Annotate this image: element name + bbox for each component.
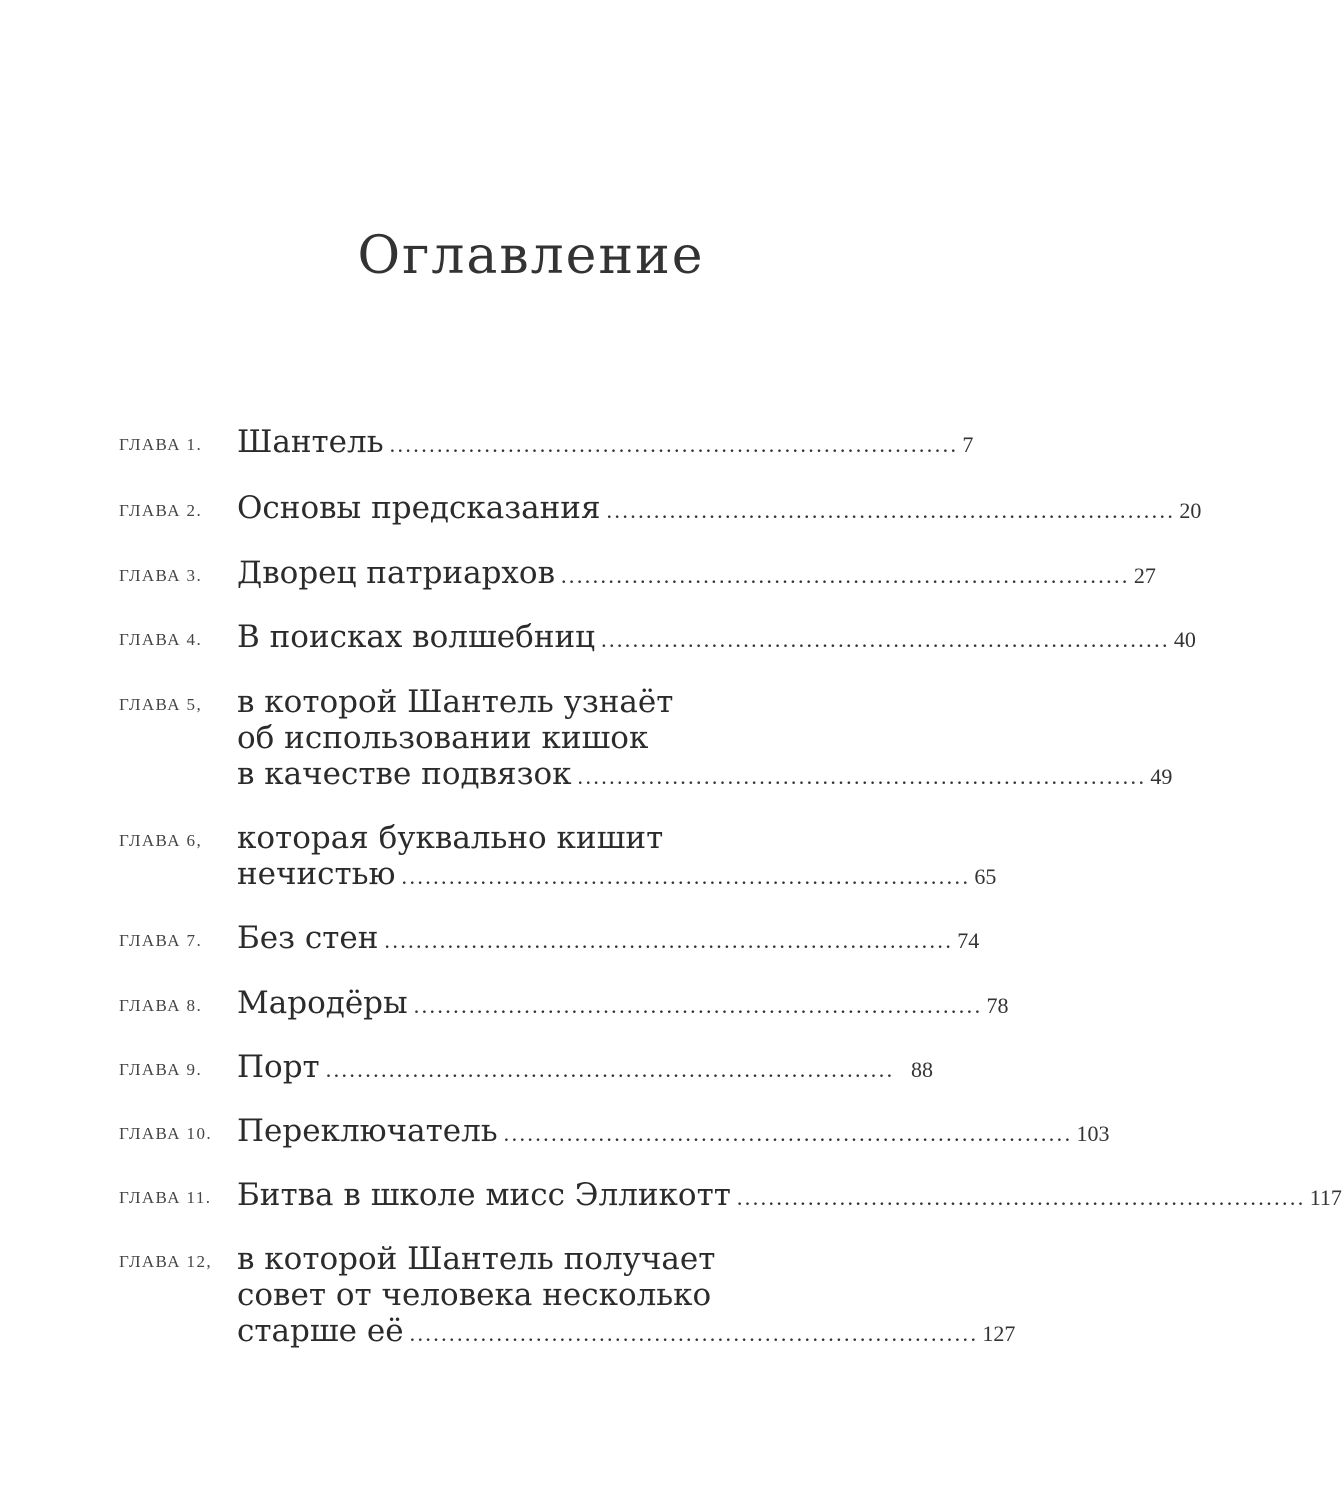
chapter-title-last-line xyxy=(237,1113,1110,1149)
chapter-title-text: Дворец патриархов xyxy=(237,555,556,591)
chapter-title-text: старше её xyxy=(237,1313,404,1349)
dot-leader: ........................................................................ xyxy=(577,764,1147,789)
chapter-label: ГЛАВА 2. xyxy=(119,501,203,520)
chapter-title-last-line xyxy=(237,424,974,460)
chapter-title-text: Порт xyxy=(237,1049,320,1085)
chapter-title-line: в которой Шантель получает xyxy=(237,1241,716,1277)
dot-leader: ........................................................................ xyxy=(409,1321,979,1346)
chapter-title-last-line xyxy=(237,985,1009,1021)
chapter-title-line: совет от человека несколько xyxy=(237,1277,712,1313)
chapter-label: ГЛАВА 12, xyxy=(119,1252,213,1271)
chapter-title-line: в которой Шантель узнаёт xyxy=(237,684,674,720)
chapter-title-text: Мародёры xyxy=(237,985,408,1021)
chapter-title-text: Основы предсказания xyxy=(237,490,601,526)
chapter-title-last-line xyxy=(237,1049,933,1085)
chapter-title xyxy=(237,985,1009,1021)
dot-leader: ........................................................................ xyxy=(561,563,1130,588)
chapter-title-last-line xyxy=(237,619,1196,655)
chapter-title-text: Переключатель xyxy=(237,1113,498,1149)
chapter-title xyxy=(237,490,1202,526)
chapter-title xyxy=(237,920,980,956)
dot-leader: ........................................................................ xyxy=(401,864,971,889)
chapter-title xyxy=(237,424,974,460)
page-number: 20 xyxy=(1179,498,1202,523)
chapter-label: ГЛАВА 1. xyxy=(119,435,203,454)
page-number: 127 xyxy=(982,1321,1016,1346)
chapter-title xyxy=(237,684,1173,792)
dot-leader: ........................................................................ xyxy=(389,432,959,457)
dot-leader: ........................................................................ xyxy=(325,1057,895,1082)
dot-leader: ........................................................................ xyxy=(606,498,1176,523)
page-number: 49 xyxy=(1150,764,1173,789)
chapter-title xyxy=(237,820,997,892)
chapter-title-text: в качестве подвязок xyxy=(237,756,572,792)
chapter-title-line: которая буквально кишит xyxy=(237,820,664,856)
chapter-title-last-line xyxy=(237,555,1156,591)
chapter-title-last-line xyxy=(237,1177,1342,1213)
chapter-label: ГЛАВА 6, xyxy=(119,831,203,850)
chapter-title-last-line xyxy=(237,856,997,892)
chapter-title-line: об использовании кишок xyxy=(237,720,649,756)
chapter-title-text: Шантель xyxy=(237,424,384,460)
chapter-title xyxy=(237,1177,1342,1213)
page-number: 78 xyxy=(986,993,1009,1018)
dot-leader: ........................................................................ xyxy=(736,1185,1306,1210)
chapter-label: ГЛАВА 7. xyxy=(119,931,203,950)
chapter-label: ГЛАВА 11. xyxy=(119,1188,212,1207)
chapter-title-text: нечистью xyxy=(237,856,396,892)
page-number: 88 xyxy=(911,1057,933,1082)
chapter-title xyxy=(237,619,1196,655)
chapter-title xyxy=(237,555,1156,591)
chapter-title-text: Без стен xyxy=(237,920,379,956)
page-number: 74 xyxy=(957,928,980,953)
page-title: Оглавление xyxy=(357,226,705,286)
chapter-label: ГЛАВА 3. xyxy=(119,566,203,585)
chapter-title-text: Битва в школе мисс Элликотт xyxy=(237,1177,731,1213)
chapter-title-text: В поисках волшебниц xyxy=(237,619,596,655)
page-number: 7 xyxy=(962,432,974,457)
page-number: 117 xyxy=(1309,1185,1342,1210)
dot-leader: ........................................................................ xyxy=(413,993,983,1018)
chapter-label: ГЛАВА 4. xyxy=(119,630,203,649)
page-number: 40 xyxy=(1173,627,1196,652)
dot-leader: ........................................................................ xyxy=(503,1121,1073,1146)
chapter-title-last-line xyxy=(237,1313,1016,1349)
chapter-label: ГЛАВА 10. xyxy=(119,1124,213,1143)
chapter-title xyxy=(237,1049,933,1085)
chapter-title xyxy=(237,1113,1110,1149)
chapter-label: ГЛАВА 5, xyxy=(119,695,203,714)
page-number: 27 xyxy=(1133,563,1156,588)
chapter-title-last-line xyxy=(237,920,980,956)
page-number: 103 xyxy=(1076,1121,1110,1146)
chapter-title-last-line xyxy=(237,756,1173,792)
page-number: 65 xyxy=(974,864,997,889)
chapter-title xyxy=(237,1241,1016,1349)
dot-leader: ........................................................................ xyxy=(384,928,954,953)
chapter-title-last-line xyxy=(237,490,1202,526)
dot-leader: ........................................................................ xyxy=(601,627,1170,652)
chapter-label: ГЛАВА 8. xyxy=(119,996,203,1015)
chapter-label: ГЛАВА 9. xyxy=(119,1060,203,1079)
